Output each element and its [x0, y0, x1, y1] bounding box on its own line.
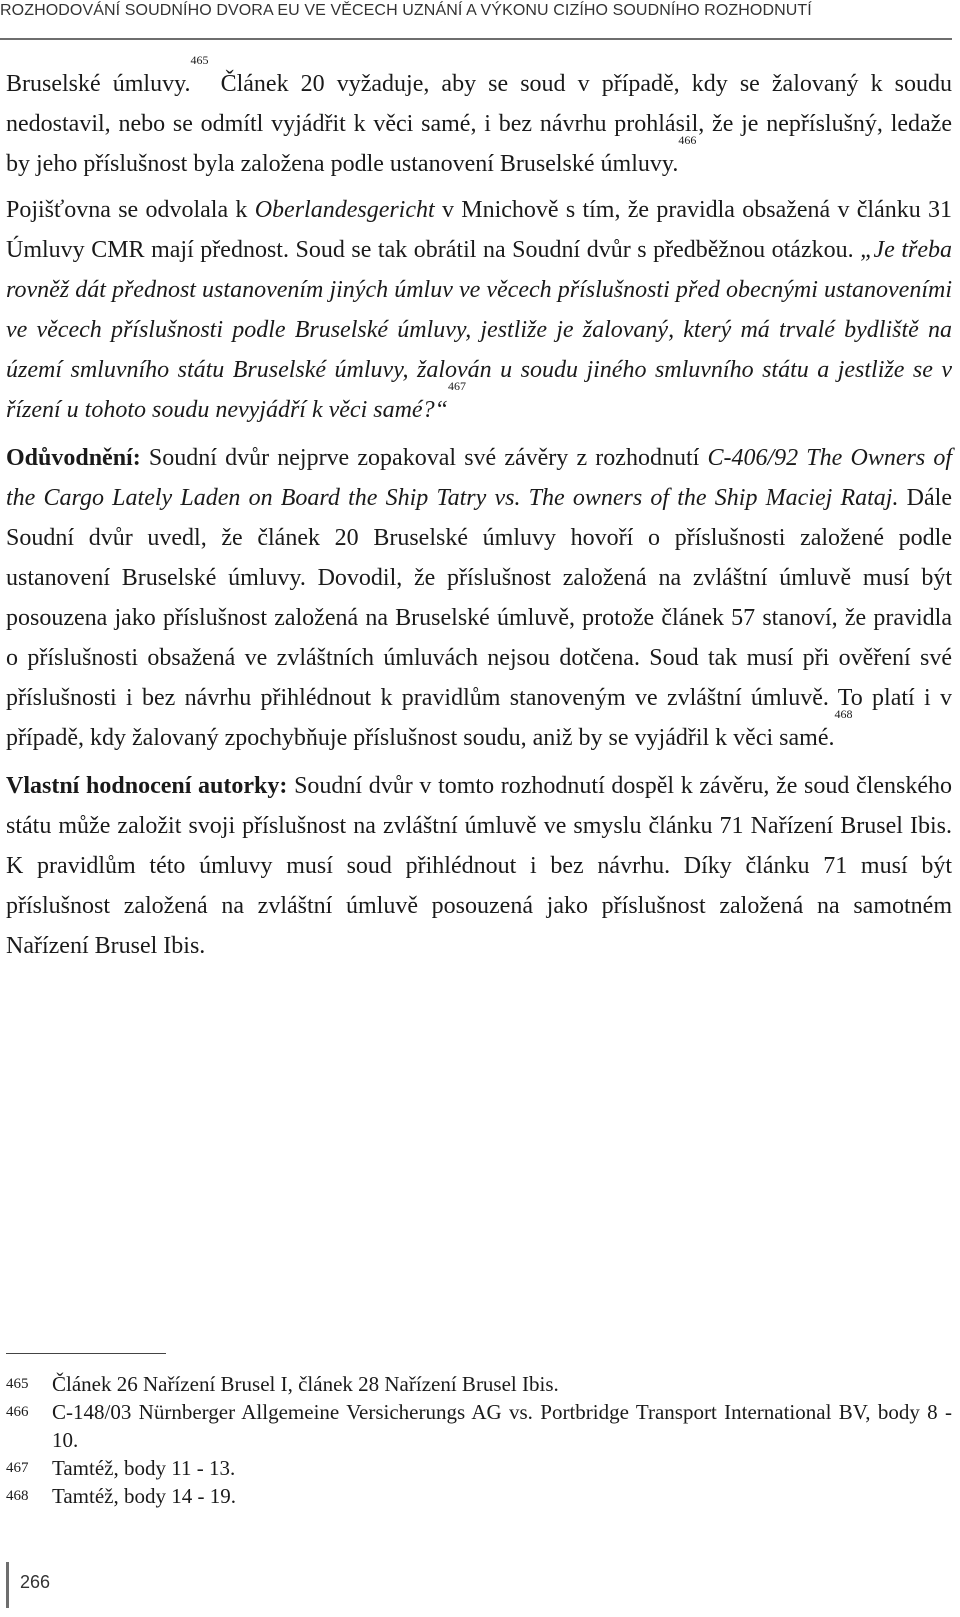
paragraph-3-text-b: Dále Soudní dvůr uvedl, že článek 20 Bruselské úmluvy hovoří o příslušnosti založené podle ustanovení Bruselské úmluvy. Dovodil, že příslušnost založená na zvláštní úmluvě musí být posouzena jako příslušnost založená na Bruselské úmluvě, protože článek 57 stanoví, že pravidla o příslušnosti obsažená ve zvláštních úmluvách nejsou dotčena. Soud tak musí při ověření své příslušnosti i bez návrhu přihlédnout k pravidlům stanoveným ve zvláštní úmluvě. To platí i v případě, kdy žalovaný zpochybňuje příslušnost soudu, aniž by se vyjádřil k věci samé. — [6, 485, 952, 751]
page-number: 266 — [20, 1572, 51, 1592]
paragraph-1-text-a: Bruselské úmluvy. — [6, 71, 191, 97]
paragraph-1 — [6, 53, 952, 184]
paragraph-2 — [6, 190, 952, 430]
footnote-466 — [6, 1398, 952, 1454]
footnote-ref-465: 465 — [190, 53, 209, 67]
author-evaluation-label: Vlastní hodnocení autorky: — [6, 773, 288, 799]
footnote-number: 468 — [6, 1488, 29, 1504]
paragraph-1-text-b: Článek 20 vyžaduje, aby se soud v případě, kdy se žalovaný k soudu nedostavil, nebo se odmítl vyjádřit k věci samé, i bez návrhu prohlásil, že je nepříslušný, ledaže by jeho příslušnost byla založena podle ustanovení Bruselské úmluvy. — [6, 71, 952, 177]
footnote-text: Článek 26 Nařízení Brusel I, článek 28 Nařízení Brusel Ibis. — [52, 1372, 559, 1396]
paragraph-2-text-a: Pojišťovna se odvolala k — [6, 197, 255, 223]
footnote-text: C-148/03 Nürnberger Allgemeine Versicherungs AG vs. Portbridge Transport International BV, body 8 - 10. — [52, 1400, 952, 1452]
paragraph-4-text: Soudní dvůr v tomto rozhodnutí dospěl k závěru, že soud členského státu může založit svoji příslušnost na zvláštní úmluvě ve smyslu článku 71 Nařízení Brusel Ibis. K pravidlům této úmluvy musí soud přihlédnout i bez návrhu. Díky článku 71 musí být příslušnost založená na zvláštní úmluvě posouzená jako příslušnost založená na samotném Nařízení Brusel Ibis. — [6, 773, 952, 959]
main-text — [6, 53, 953, 974]
preliminary-question: „Je třeba rovněž dát přednost ustanovením jiných úmluv ve věcech příslušnosti před obecnými ustanoveními ve věcech příslušnosti podle Bruselské úmluvy, jestliže je žalovaný, který má trvalé bydliště na území smluvního státu Bruselské úmluvy, žalován u soudu jiného smluvního státu a jestliže se v řízení u tohoto soudu nevyjádří k věci samé?“ — [6, 237, 953, 423]
footnote-text: Tamtéž, body 14 - 19. — [52, 1484, 236, 1508]
footnote-465 — [6, 1370, 952, 1398]
court-name: Oberlandesgericht — [254, 197, 435, 223]
paragraph-3-text-a: Soudní dvůr nejprve zopakoval své závěry z rozhodnutí — [140, 445, 708, 471]
paragraph-4 — [6, 766, 952, 966]
footnote-ref-466: 466 — [678, 133, 697, 147]
footnote-ref-468: 468 — [834, 707, 853, 721]
footnote-number: 465 — [6, 1376, 29, 1392]
reasoning-label: Odůvodnění: — [6, 445, 141, 471]
paragraph-3 — [6, 438, 952, 758]
running-header: ROZHODOVÁNÍ SOUDNÍHO DVORA EU VE VĚCECH UZNÁNÍ A VÝKONU CIZÍHO SOUDNÍHO ROZHODNUTÍ — [0, 2, 812, 19]
footnote-number: 466 — [6, 1404, 29, 1420]
footnote-ref-467: 467 — [447, 379, 466, 393]
footnote-divider — [6, 1353, 166, 1354]
footnotes — [6, 1370, 952, 1510]
footnote-468 — [6, 1482, 952, 1510]
paragraph-2-text-b: v Mnichově s tím, že pravidla obsažená v článku 31 Úmluvy CMR mají přednost. Soud se tak obrátil na Soudní dvůr s předběžnou otázkou. — [6, 197, 953, 263]
page-number-bar — [6, 1562, 9, 1608]
footnote-number: 467 — [6, 1460, 29, 1476]
footnote-467 — [6, 1454, 952, 1482]
header-divider — [0, 38, 952, 40]
footnote-text: Tamtéž, body 11 - 13. — [52, 1456, 236, 1480]
case-citation: C-406/92 The Owners of the Cargo Lately Laden on Board the Ship Tatry vs. The owners of the Ship Maciej Rataj. — [6, 445, 953, 511]
